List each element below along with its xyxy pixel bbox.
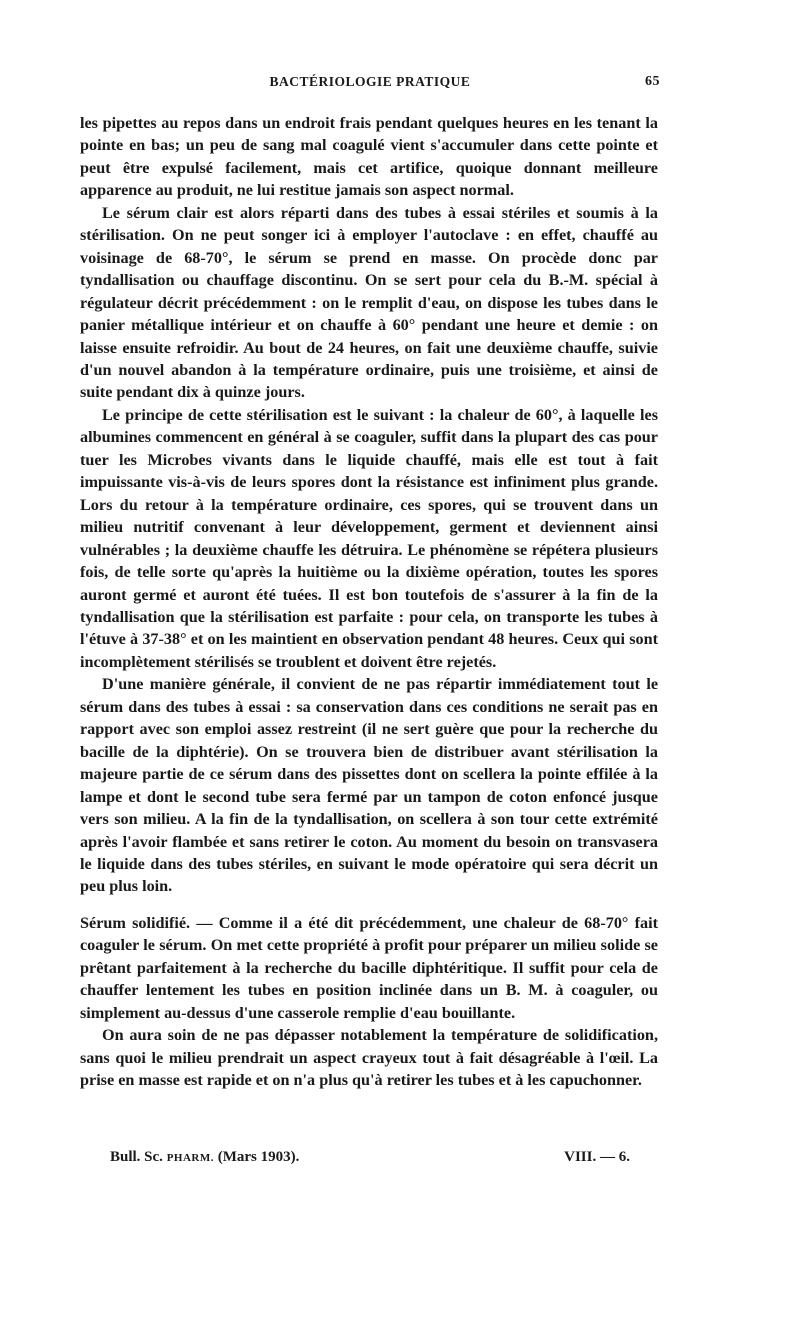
paragraph-solidification: On aura soin de ne pas dépasser notablement la température de solidification, sans quoi le milieu prendrait un aspect crayeux tout à fait désagréable à l'œil. La prise en masse est rapide et on n'a plus qu'à retirer les tubes et à les capuchonner. bbox=[80, 1026, 658, 1090]
paragraph-general-advice: D'une manière générale, il convient de ne pas répartir immédiatement tout le sérum dans des tubes à essai : sa conservation dans ces conditions ne serait pas en rapport avec son emploi assez restreint (il ne sert guère que pour la recherche du bacille de la diphtérie). On se trouvera bien de distribuer avant stérilisation la majeure partie de ce sérum dans des pissettes dont on scellera la pointe effilée à la lampe et dont le second tube sera fermé par un tampon de coton enfoncé jusque vers son milieu. A la fin de la tyndallisation, on scellera à son tour cette extrémité après l'avoir flambée et sans retirer le coton. Au moment du besoin on transvasera le liquide dans des tubes stériles, en suivant le mode opératoire qui sera décrit un peu plus loin. bbox=[80, 675, 658, 896]
journal-prefix: Bull. Sc. bbox=[110, 1149, 167, 1165]
journal-pharm: PHARM. bbox=[166, 1152, 214, 1164]
section-solidified-serum bbox=[80, 912, 658, 1024]
paragraph-serum-distribution: Le sérum clair est alors réparti dans des tubes à essai stériles et soumis à la stérilisation. On ne peut songer ici à employer l'autoclave : en effet, chauffé au voisinage de 68-70°, le sérum se prend en masse. On procède donc par tyndallisation ou chauffage discontinu. On se sert pour cela du B.-M. spécial à régulateur décrit précédemment : on le remplit d'eau, on dispose les tubes dans le panier métallique intérieur et on chauffe à 60° pendant une heure et demie : on laisse ensuite refroidir. Au bout de 24 heures, on fait une deuxième chauffe, suivie d'un nouvel abandon à la température ordinaire, puis une troisième, et ainsi de suite pendant dix à quinze jours. bbox=[80, 203, 658, 402]
running-head bbox=[80, 74, 660, 96]
section-heading: Sérum solidifié. bbox=[80, 913, 191, 932]
journal-date: (Mars 1903). bbox=[217, 1149, 300, 1165]
footer bbox=[110, 1149, 630, 1171]
body-text bbox=[80, 112, 658, 1091]
signature-mark: VIII. — 6. bbox=[564, 1149, 630, 1165]
page-number: 65 bbox=[645, 74, 660, 89]
section-text: Comme il a été dit précédemment, une chaleur de 68-70° fait coaguler le sérum. On met cette propriété à profit pour préparer un milieu solide se prêtant parfaitement à la recherche du bacille diphtéritique. Il suffit pour cela de chauffer lentement les tubes en position inclinée dans un B. M. à coaguler, ou simplement au-dessus d'une casserole remplie d'eau bouillante. bbox=[80, 913, 659, 1022]
section-dash: — bbox=[190, 913, 219, 932]
journal-citation bbox=[110, 1149, 299, 1166]
running-title: BACTÉRIOLOGIE PRATIQUE bbox=[269, 74, 471, 89]
paragraph-sterilization-principle: Le principe de cette stérilisation est le suivant : la chaleur de 60°, à laquelle les albumines commencent en général à se coaguler, suffit dans la plupart des cas pour tuer les Microbes vivants dans le liquide chauffé, mais elle est tout à fait impuissante vis-à-vis de leurs spores dont la résistance est infiniment plus grande. Lors du retour à la température ordinaire, ces spores, qui se trouvent dans un milieu nutritif convenant à leur développement, germent et deviennent ainsi vulnérables ; la deuxième chauffe les détruira. Le phénomène se répétera plusieurs fois, de telle sorte qu'après la huitième ou la dixième opération, toutes les spores auront germé et auront été tuées. Il est bon toutefois de s'assurer à la fin de la tyndallisation que la stérilisation est parfaite : pour cela, on transporte les tubes à l'étuve à 37-38° et on les maintient en observation pendant 48 heures. Ceux qui sont incomplètement stérilisés se troublent et doivent être rejetés. bbox=[80, 405, 658, 671]
paragraph-continuation: les pipettes au repos dans un endroit frais pendant quelques heures en les tenant la pointe en bas; un peu de sang mal coagulé vient s'accumuler dans cette pointe et peut être expulsé facilement, mais cet artifice, quoique donnant meilleure apparence au produit, ne lui restitue jamais son aspect normal. bbox=[80, 114, 658, 200]
